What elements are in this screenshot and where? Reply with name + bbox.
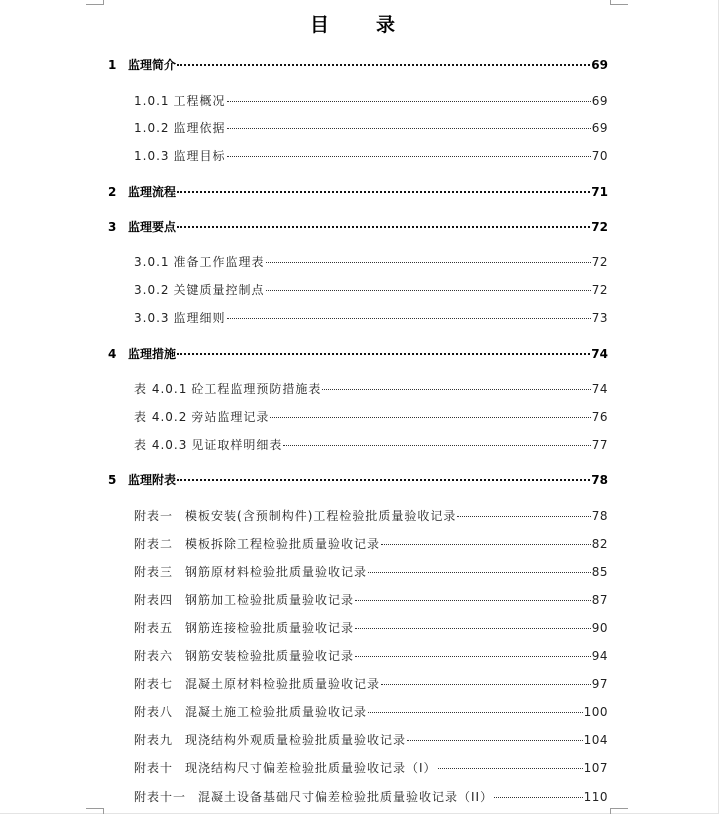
- toc-entry-label: 见证取样明细表: [191, 438, 283, 452]
- toc-page-number: 87: [591, 593, 608, 607]
- crop-mark-bottom-right-h: [610, 808, 628, 809]
- toc-page-number: 107: [583, 761, 608, 775]
- toc-dot-leader: [177, 353, 590, 355]
- toc-entry-number: 1: [108, 58, 117, 72]
- toc-entry-number: 附表五: [134, 621, 174, 635]
- toc-subsection-entry[interactable]: [134, 380, 608, 397]
- toc-dot-leader: [283, 445, 590, 446]
- toc-page-number: 69: [591, 121, 608, 135]
- toc-page-number: 69: [591, 94, 608, 108]
- crop-mark-top-right-h: [610, 4, 628, 5]
- toc-entry-number: 附表十一: [134, 790, 187, 804]
- toc-subsection-entry[interactable]: [134, 591, 608, 608]
- toc-subsection-entry[interactable]: [134, 119, 608, 136]
- toc-page-number: 94: [591, 649, 608, 663]
- crop-mark-bottom-right-v: [610, 808, 611, 814]
- toc-entry-number: 附表一: [134, 509, 174, 523]
- toc-page-number: 97: [591, 677, 608, 691]
- toc-subsection-entry[interactable]: [134, 731, 608, 748]
- toc-subsection-entry[interactable]: [134, 563, 608, 580]
- toc-dot-leader: [266, 262, 591, 263]
- toc-subsection-entry[interactable]: [134, 535, 608, 552]
- toc-entry-label: 钢筋连接检验批质量验收记录: [185, 621, 355, 635]
- toc-entry-label: 监理流程: [128, 185, 177, 199]
- toc-dot-leader: [494, 797, 582, 798]
- toc-page-number: 77: [591, 438, 608, 452]
- toc-subsection-entry[interactable]: [134, 309, 608, 326]
- toc-entry-number: 4: [108, 347, 117, 361]
- toc-entry-number: 附表十: [134, 761, 174, 775]
- toc-entry-label: 监理措施: [128, 347, 177, 361]
- toc-entry-number: 附表三: [134, 565, 174, 579]
- toc-entry-number: 2: [108, 185, 117, 199]
- toc-page-number: 82: [591, 537, 608, 551]
- toc-dot-leader: [227, 318, 591, 319]
- toc-dot-leader: [177, 191, 590, 193]
- crop-mark-top-right-v: [610, 0, 611, 5]
- toc-subsection-entry[interactable]: [134, 759, 608, 776]
- toc-entry-number: 3.0.3: [134, 311, 170, 325]
- toc-page-number: 73: [591, 311, 608, 325]
- toc-entry-number: 附表二: [134, 537, 174, 551]
- toc-section-entry[interactable]: [108, 56, 608, 73]
- toc-subsection-entry[interactable]: [134, 507, 608, 524]
- toc-page-number: 74: [591, 382, 608, 396]
- toc-entry-number: 表 4.0.1: [134, 382, 188, 396]
- toc-subsection-entry[interactable]: [134, 436, 608, 453]
- toc-dot-leader: [177, 226, 590, 228]
- toc-page-number: 74: [591, 347, 608, 361]
- toc-entry-number: 5: [108, 473, 117, 487]
- toc-page-number: 72: [591, 283, 608, 297]
- toc-entry-label: 旁站监理记录: [191, 410, 270, 424]
- toc-dot-leader: [322, 389, 590, 390]
- toc-page-number: 69: [591, 58, 608, 72]
- toc-subsection-entry[interactable]: [134, 253, 608, 270]
- toc-entry-number: 表 4.0.2: [134, 410, 188, 424]
- toc-dot-leader: [407, 740, 583, 741]
- toc-dot-leader: [227, 156, 591, 157]
- toc-entry-label: 模板安装(含预制构件)工程检验批质量验收记录: [185, 509, 457, 523]
- crop-mark-top-left-h: [86, 4, 104, 5]
- toc-dot-leader: [381, 544, 591, 545]
- toc-subsection-entry[interactable]: [134, 281, 608, 298]
- page-title: 目 录: [309, 14, 409, 36]
- toc-entry-number: 附表四: [134, 593, 174, 607]
- toc-subsection-entry[interactable]: [134, 408, 608, 425]
- toc-page-number: 71: [591, 185, 608, 199]
- toc-entry-number: 3.0.2: [134, 283, 170, 297]
- toc-page-number: 72: [591, 220, 608, 234]
- toc-section-entry[interactable]: [108, 345, 608, 362]
- toc-page-number: 100: [583, 705, 608, 719]
- toc-dot-leader: [270, 417, 590, 418]
- toc-entry-number: 附表七: [134, 677, 174, 691]
- toc-entry-number: 附表九: [134, 733, 174, 747]
- toc-entry-number: 3.0.1: [134, 255, 170, 269]
- toc-entry-number: 附表八: [134, 705, 174, 719]
- toc-dot-leader: [227, 128, 591, 129]
- toc-subsection-entry[interactable]: [134, 647, 608, 664]
- toc-page-number: 78: [591, 509, 608, 523]
- toc-dot-leader: [355, 656, 591, 657]
- toc-entry-label: 混凝土施工检验批质量验收记录: [185, 705, 368, 719]
- toc-subsection-entry[interactable]: [134, 788, 608, 805]
- toc-dot-leader: [177, 64, 590, 66]
- toc-dot-leader: [368, 712, 583, 713]
- toc-entry-label: 监理要点: [128, 220, 177, 234]
- toc-dot-leader: [381, 684, 591, 685]
- toc-entry-label: 混凝土原材料检验批质量验收记录: [185, 677, 381, 691]
- toc-section-entry[interactable]: [108, 471, 608, 488]
- toc-entry-label: 工程概况: [173, 94, 226, 108]
- toc-subsection-entry[interactable]: [134, 619, 608, 636]
- toc-entry-label: 监理目标: [173, 149, 226, 163]
- toc-page-number: 72: [591, 255, 608, 269]
- toc-entry-label: 钢筋原材料检验批质量验收记录: [185, 565, 368, 579]
- toc-page-number: 110: [583, 790, 608, 804]
- toc-entry-number: 1.0.2: [134, 121, 170, 135]
- toc-subsection-entry[interactable]: [134, 92, 608, 109]
- toc-entry-label: 监理简介: [128, 58, 177, 72]
- toc-entry-label: 监理依据: [173, 121, 226, 135]
- toc-subsection-entry[interactable]: [134, 703, 608, 720]
- toc-entry-label: 钢筋安装检验批质量验收记录: [185, 649, 355, 663]
- toc-subsection-entry[interactable]: [134, 147, 608, 164]
- toc-entry-label: 模板拆除工程检验批质量验收记录: [185, 537, 381, 551]
- crop-mark-top-left-v: [103, 0, 104, 5]
- toc-dot-leader: [438, 768, 583, 769]
- toc-entry-label: 关键质量控制点: [173, 283, 265, 297]
- toc-entry-label: 准备工作监理表: [173, 255, 265, 269]
- toc-entry-label: 现浇结构外观质量检验批质量验收记录: [185, 733, 407, 747]
- toc-dot-leader: [368, 572, 591, 573]
- toc-entry-label: 混凝土设备基础尺寸偏差检验批质量验收记录（II）: [198, 790, 494, 804]
- toc-section-entry[interactable]: [108, 218, 608, 235]
- toc-entry-label: 砼工程监理预防措施表: [191, 382, 322, 396]
- toc-page-number: 104: [583, 733, 608, 747]
- toc-entry-label: 现浇结构尺寸偏差检验批质量验收记录（I）: [185, 761, 437, 775]
- toc-dot-leader: [177, 479, 590, 481]
- toc-dot-leader: [266, 290, 591, 291]
- toc-entry-label: 钢筋加工检验批质量验收记录: [185, 593, 355, 607]
- toc-page-number: 76: [591, 410, 608, 424]
- toc-entry-number: 1.0.1: [134, 94, 170, 108]
- crop-mark-bottom-left-v: [103, 808, 104, 814]
- toc-entry-label: 监理细则: [173, 311, 226, 325]
- toc-dot-leader: [457, 516, 590, 517]
- toc-entry-number: 3: [108, 220, 117, 234]
- toc-page-number: 85: [591, 565, 608, 579]
- toc-section-entry[interactable]: [108, 183, 608, 200]
- toc-dot-leader: [355, 628, 591, 629]
- toc-entry-number: 附表六: [134, 649, 174, 663]
- toc-page-number: 78: [591, 473, 608, 487]
- toc-subsection-entry[interactable]: [134, 675, 608, 692]
- toc-entry-label: 监理附表: [128, 473, 177, 487]
- toc-page-number: 70: [591, 149, 608, 163]
- toc-dot-leader: [355, 600, 591, 601]
- toc-entry-number: 表 4.0.3: [134, 438, 188, 452]
- crop-mark-bottom-left-h: [86, 808, 104, 809]
- toc-entry-number: 1.0.3: [134, 149, 170, 163]
- toc-page-number: 90: [591, 621, 608, 635]
- toc-dot-leader: [227, 101, 591, 102]
